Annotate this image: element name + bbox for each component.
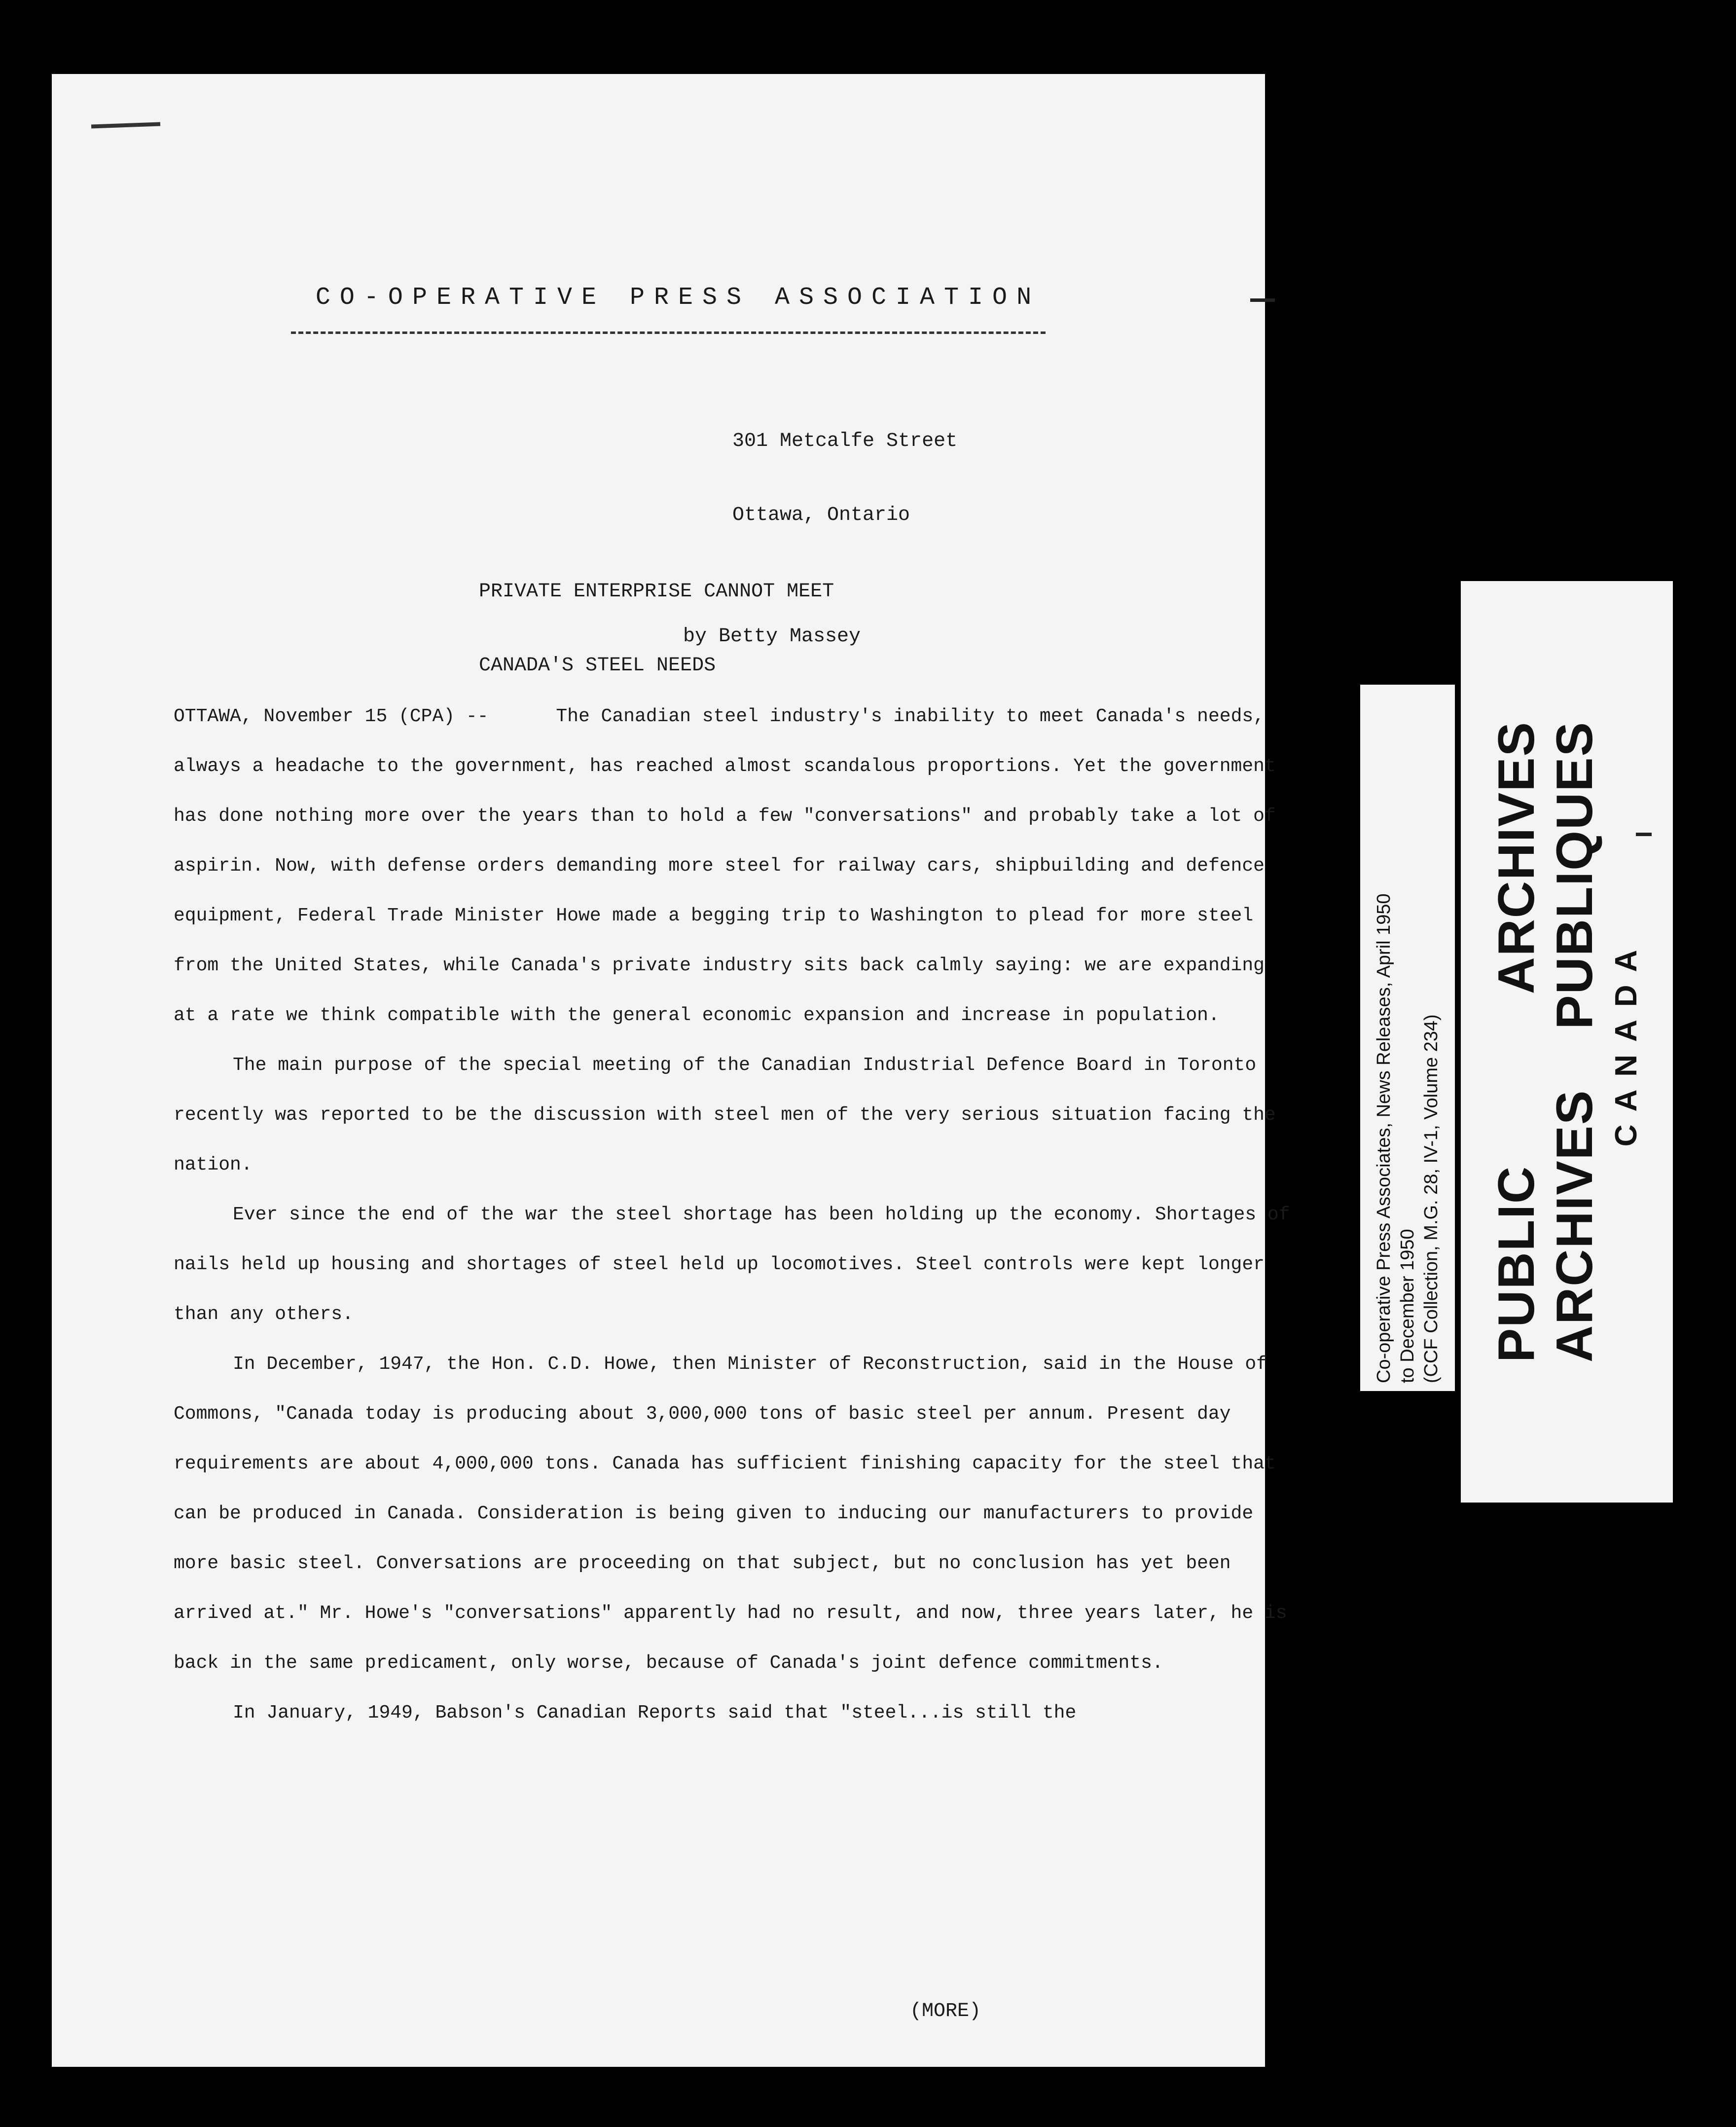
paragraph: In January, 1949, Babson's Canadian Reports said that "steel...is still the xyxy=(233,1702,1077,1724)
headline-line: PRIVATE ENTERPRISE CANNOT MEET xyxy=(479,581,834,603)
continuation-marker: (MORE) xyxy=(910,2000,981,2022)
ink-mark xyxy=(91,122,160,129)
address-line: 301 Metcalfe Street xyxy=(732,430,958,452)
paragraph xyxy=(174,692,1293,1040)
catalog-line: to December 1950 xyxy=(1397,1229,1418,1383)
address-line: Ottawa, Ontario xyxy=(732,504,910,526)
paragraph-text: The Canadian steel industry's inability to meet Canada's needs, always a headache to the government, has reached almost scandalous proportions. Yet the government has done nothing more over the years than to hold a few "conversations" and probably take a lot of aspirin. Now, with defense orders demanding more steel for railway cars, shipbuilding and defence equipment, Federal Trade Minister Howe made a begging trip to Washington to plead for more steel from the United States, while Canada's private industry sits back calmly saying: we are expanding at a rate we think compatible with the general economic expansion and increase in population. xyxy=(174,706,1276,1026)
page-edge-mark xyxy=(1250,298,1275,302)
stamp-mark xyxy=(1636,833,1652,836)
dateline: OTTAWA, November 15 (CPA) -- xyxy=(174,706,489,727)
paragraph: The main purpose of the special meeting of the Canadian Industrial Defence Board in Toronto recently was reported to be the discussion with steel men of the very serious situation facing the nation. xyxy=(174,1055,1276,1175)
stamp-country: CANADA xyxy=(1609,937,1643,1147)
catalog-line: (CCF Collection, M.G. 28, IV-1, Volume 234) xyxy=(1421,1014,1442,1383)
document-page xyxy=(52,74,1290,2067)
archive-stamp xyxy=(1461,581,1673,1503)
paragraph: In December, 1947, the Hon. C.D. Howe, then Minister of Reconstruction, said in the House of Commons, "Canada today is producing about 3,000,000 tons of basic steel per annum. Present day requirements are about 4,000,000 tons. Canada has sufficient finishing capacity for the steel that can be produced in Canada. Consideration is being given to inducing our manufacturers to provide more basic steel. Conversations are proceeding on that subject, but no conclusion has yet been arrived at." Mr. Howe's "conversations" apparently had no result, and now, three years later, he is back in the same predicament, only worse, because of Canada's joint defence commitments. xyxy=(174,1354,1287,1674)
catalog-label xyxy=(1360,685,1455,1391)
stamp-archives-fr: ARCHIVES xyxy=(1546,1089,1603,1362)
article-body xyxy=(174,692,1293,1738)
stamp-public: PUBLIC xyxy=(1488,1165,1545,1362)
stamp-publiques: PUBLIQUES xyxy=(1546,721,1603,1029)
paragraph: Ever since the end of the war the steel shortage has been holding up the economy. Shortages of nails held up housing and shortages of steel held up locomotives. Steel controls were kept longer than any others. xyxy=(174,1204,1290,1325)
catalog-line: Co-operative Press Associates, News Releases, April 1950 xyxy=(1374,893,1394,1383)
masthead: CO-OPERATIVE PRESS ASSOCIATION xyxy=(315,284,1041,312)
stamp-archives-en: ARCHIVES xyxy=(1488,721,1545,994)
byline: by Betty Massey xyxy=(683,625,861,648)
headline-line: CANADA'S STEEL NEEDS xyxy=(479,655,716,677)
masthead-rule xyxy=(291,331,1046,334)
